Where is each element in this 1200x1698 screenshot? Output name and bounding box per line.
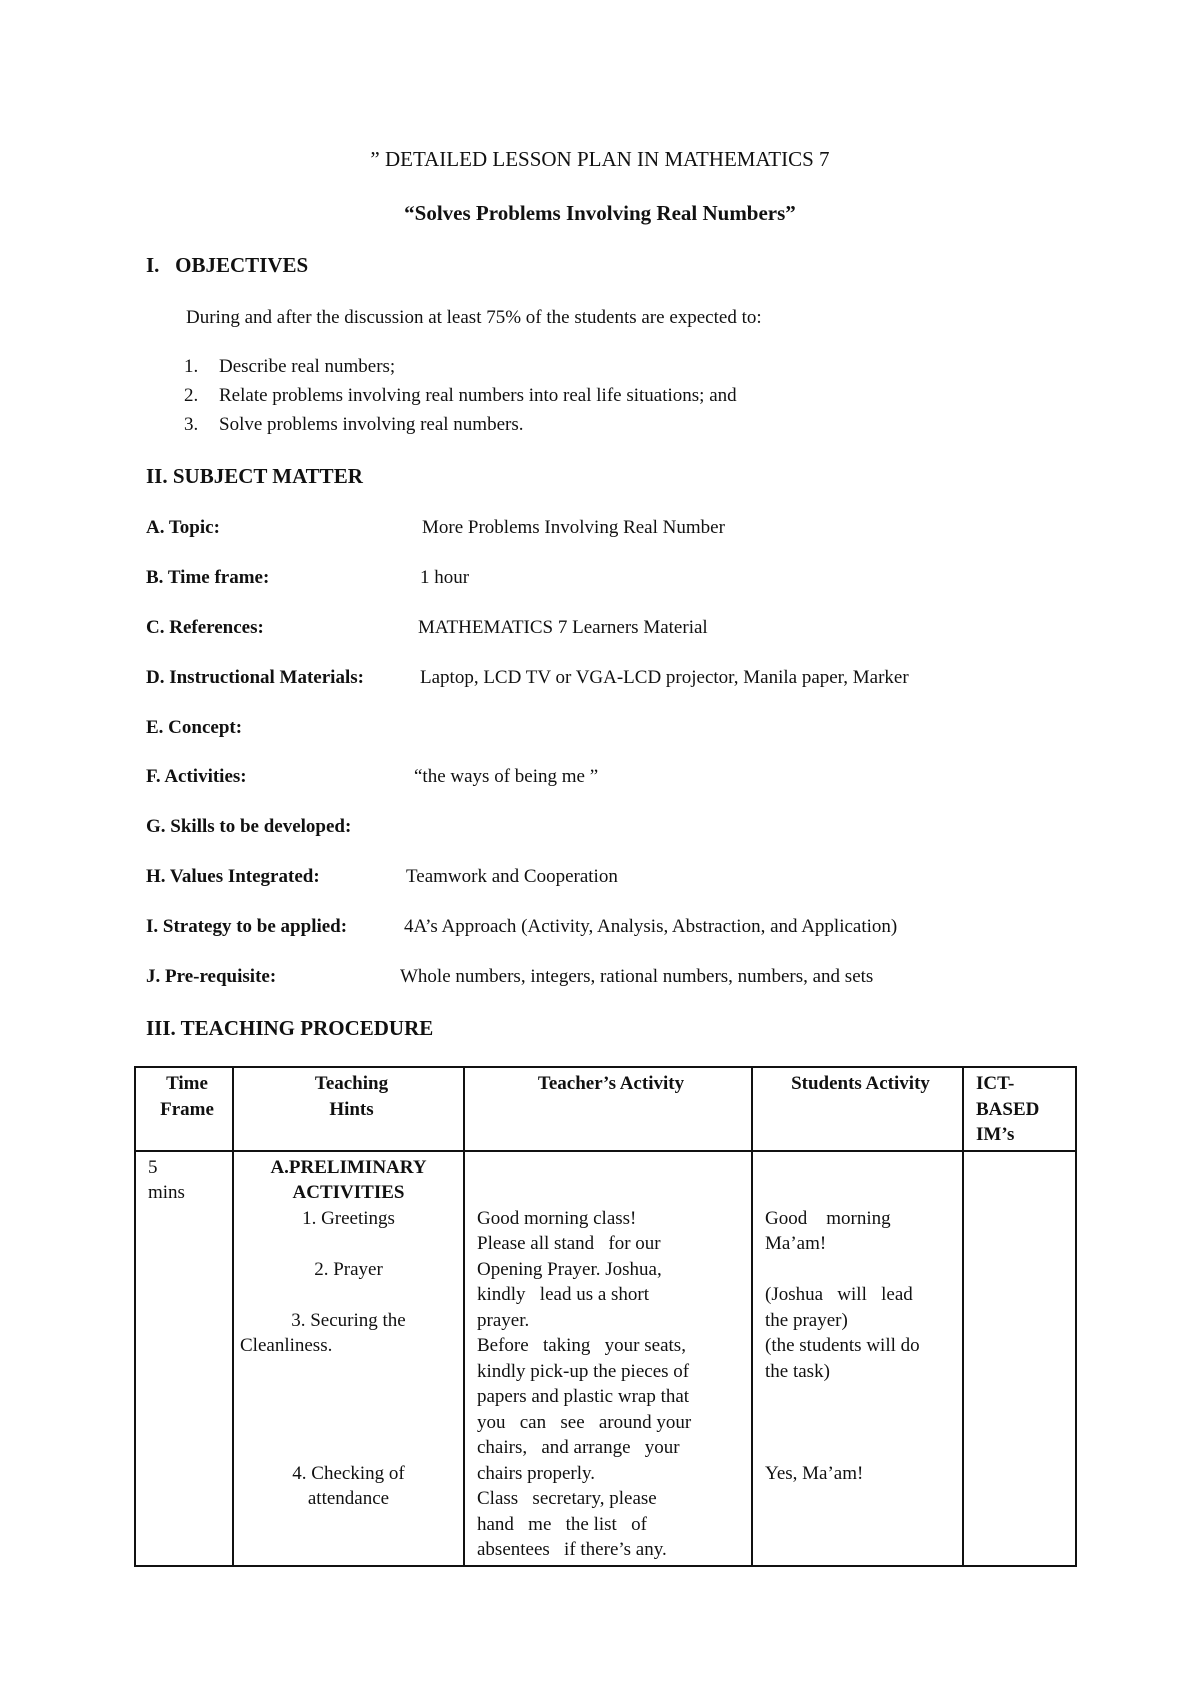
teaching-procedure-heading: III. TEACHING PROCEDURE [146, 1016, 434, 1040]
subject-value-prerequisite: Whole numbers, integers, rational numbers, numbers, and sets [400, 966, 874, 987]
document-subtitle: “Solves Problems Involving Real Numbers” [404, 201, 796, 225]
hint-line: 1. Greetings [302, 1207, 395, 1229]
column-header-teacher-activity: Teacher’s Activity [464, 1067, 752, 1151]
subject-label-skills: G. Skills to be developed: [146, 816, 352, 837]
teacher-line: you can see around your [477, 1411, 692, 1433]
objective-number: 2. [184, 385, 199, 406]
hint-line: 2. Prayer [314, 1258, 383, 1280]
subject-label-prerequisite: J. Pre-requisite: [146, 966, 277, 987]
column-header-ict-based: ICT- BASED IM’s [963, 1067, 1076, 1151]
objective-item: Relate problems involving real numbers into real life situations; and [219, 385, 737, 406]
document-title: ” DETAILED LESSON PLAN IN MATHEMATICS 7 [370, 147, 830, 171]
subject-label-activities: F. Activities: [146, 766, 247, 787]
ict-based-cell [963, 1151, 1076, 1566]
time-unit: mins [148, 1182, 185, 1203]
objective-item: Describe real numbers; [219, 356, 396, 377]
student-line: (the students will do [765, 1335, 920, 1356]
table-header-row [135, 1067, 1076, 1151]
hint-line: attendance [307, 1488, 390, 1509]
teacher-line: Before taking your seats, [477, 1335, 686, 1356]
objective-number: 1. [184, 356, 199, 377]
objectives-intro: During and after the discussion at least 75% of the students are expected to: [186, 307, 762, 328]
teacher-line: absentees if there’s any. [477, 1539, 667, 1560]
teaching-procedure-table [134, 1066, 1077, 1567]
student-line: the prayer) [765, 1309, 848, 1331]
table-row [135, 1151, 1076, 1566]
hints-section-title: ACTIVITIES [292, 1182, 405, 1203]
teaching-hints-cell [233, 1151, 464, 1566]
hint-line: 3. Securing the [291, 1309, 406, 1331]
subject-label-concept: E. Concept: [146, 717, 243, 738]
teacher-activity-cell [464, 1151, 752, 1566]
student-line: the task) [765, 1360, 830, 1382]
student-line: Good morning [765, 1207, 891, 1229]
subject-label-references: C. References: [146, 617, 264, 638]
column-header-students-activity: Students Activity [752, 1067, 963, 1151]
teacher-line: hand me the list of [477, 1513, 647, 1535]
hints-section-title: A.PRELIMINARY [270, 1156, 427, 1178]
teacher-line: chairs properly. [477, 1462, 595, 1484]
teacher-line: Opening Prayer. Joshua, [477, 1258, 662, 1280]
column-header-teaching-hints: Teaching Hints [233, 1067, 464, 1151]
students-activity-cell [752, 1151, 963, 1566]
objective-item: Solve problems involving real numbers. [219, 414, 524, 435]
teacher-line: chairs, and arrange your [477, 1437, 680, 1458]
teacher-line: kindly lead us a short [477, 1284, 650, 1305]
objective-number: 3. [184, 414, 199, 435]
subject-label-time-frame: B. Time frame: [146, 567, 270, 588]
subject-value-activities: “the ways of being me ” [414, 766, 599, 787]
subject-label-materials: D. Instructional Materials: [146, 667, 364, 688]
subject-label-strategy: I. Strategy to be applied: [146, 916, 348, 937]
subject-label-topic: A. Topic: [146, 517, 220, 538]
objectives-heading: I. OBJECTIVES [146, 253, 309, 277]
column-header-time-frame: Time Frame [135, 1067, 233, 1151]
teacher-line: kindly pick-up the pieces of [477, 1360, 690, 1382]
time-frame-cell [135, 1151, 233, 1566]
student-line: Ma’am! [765, 1233, 827, 1254]
teacher-line: Good morning class! [477, 1207, 637, 1229]
subject-value-references: MATHEMATICS 7 Learners Material [418, 617, 708, 638]
hint-line: 4. Checking of [292, 1462, 405, 1484]
subject-value-materials: Laptop, LCD TV or VGA-LCD projector, Manila paper, Marker [420, 667, 909, 688]
subject-value-strategy: 4A’s Approach (Activity, Analysis, Abstraction, and Application) [404, 916, 898, 937]
student-line: (Joshua will lead [765, 1284, 913, 1305]
subject-matter-heading: II. SUBJECT MATTER [146, 464, 363, 488]
teacher-line: prayer. [477, 1309, 530, 1331]
teacher-line: Class secretary, please [477, 1488, 657, 1509]
student-line: Yes, Ma’am! [765, 1462, 864, 1484]
subject-value-values: Teamwork and Cooperation [406, 866, 618, 887]
teacher-line: Please all stand for our [477, 1233, 661, 1254]
subject-label-values: H. Values Integrated: [146, 866, 320, 887]
subject-value-topic: More Problems Involving Real Number [422, 517, 725, 538]
time-value: 5 [148, 1156, 158, 1178]
teacher-line: papers and plastic wrap that [477, 1386, 690, 1407]
subject-value-time-frame: 1 hour [420, 567, 470, 588]
hint-line: Cleanliness. [240, 1335, 333, 1356]
